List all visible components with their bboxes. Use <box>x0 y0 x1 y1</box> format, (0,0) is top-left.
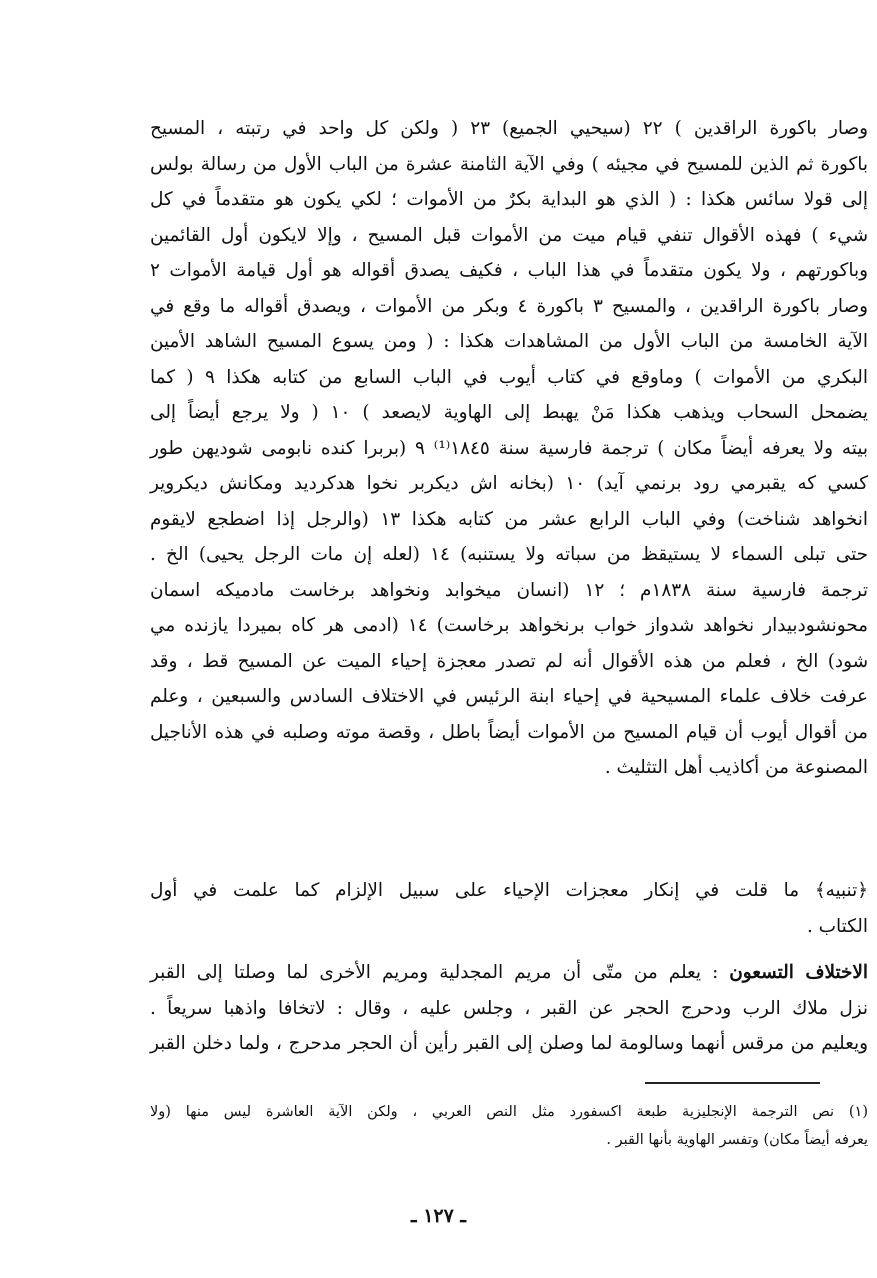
text-line: نزل ملاك الرب ودحرج الحجر عن القبر ، وجلس عليه ، وقال : لاتخافا واذهبا سريعاً . <box>150 997 868 1019</box>
text-line: البكري من الأموات ) وماوقع في كتاب أيوب في الباب السابع من كتابه هكذا ٩ ( كما <box>150 366 868 388</box>
text-line: باكورة ثم الذين للمسيح في مجيئه ) وفي الآية الثامنة عشرة من الباب الأول من رسالة بولس <box>150 153 868 175</box>
footnote-line: يعرفه أيضاً مكان) وتفسر الهاوية بأنها القبر . <box>606 1132 868 1148</box>
text-line-rest: : يعلم من متّى أن مريم المجدلية ومريم الأخرى لما وصلتا إلى القبر <box>150 962 719 983</box>
body-paragraph-3 <box>150 955 868 1062</box>
text-line: وباكورتهم ، ولا يكون متقدماً في هذا الباب ، فكيف يصدق أقواله هو أول قيامة الأموات ٢ <box>150 260 868 281</box>
text-line: شيء ) فهذه الأقوال تنفي قيام ميت من الأموات قبل المسيح ، وإلا لايكون أول القائمين <box>150 224 868 246</box>
text-line: محونشودبيدار نخواهد شدواز خواب برنخواهد برخاست) ١٤ (ادمى هر كاه بميردا يازنده مي <box>150 615 868 636</box>
text-line: عرفت خلاف علماء المسيحية في إحياء ابنة الرئيس في الاختلاف السادس والسبعين ، وعلم <box>150 686 868 707</box>
text-line: شود) الخ ، فعلم من هذه الأقوال أنه لم تصدر معجزة إحياء الميت عن المسيح قط ، وقد <box>150 650 868 672</box>
text-line: كسي كه يقبرمي رود برنمي آيد) ١٠ (بخانه اش ديكربر نخوا هدكرديد ومكانش ديكروير <box>150 473 868 494</box>
text-line: يضمحل السحاب ويذهب هكذا مَنْ يهبط إلى الهاوية لايصعد ) ١٠ ( ولا يرجع أيضاً إلى <box>150 402 868 423</box>
text-line: وصار باكورة الراقدين ، والمسيح ٣ باكورة ٤ وبكر من الأموات ، ويصدق أقواله ما وقع في <box>150 295 869 317</box>
footnote-line: (١) نص الترجمة الإنجليزية طبعة اكسفورد مثل النص العربي ، ولكن الآية العاشرة ليس منها (ولا <box>150 1104 868 1120</box>
page-number: ـ ١٢٧ ـ <box>411 1205 466 1227</box>
text-line: حتى تبلى السماء لا يستيقظ من سباته ولا يستنبه) ١٤ (لعله إن مات الرجل يحيى) الخ . <box>150 544 868 565</box>
text-line: بيته ولا يعرفه أيضاً مكان ) ترجمة فارسية سنة ١٨٤٥⁽¹⁾ ٩ (بربرا كنده نابومى شوديهن طور <box>150 437 868 459</box>
text-line: إلى قولا سائس هكذا : ( الذي هو البداية بكرٌ من الأموات ؛ لكي يكون هو متقدماً في كل <box>150 189 868 210</box>
text-line: المصنوعة من أكاذيب أهل التثليث . <box>604 757 868 778</box>
text-line <box>150 955 868 991</box>
body-paragraph-1 <box>150 111 868 786</box>
text-line: وصار باكورة الراقدين ) ٢٢ (سيحيي الجميع) ٢٣ ( ولكن كل واحد في رتبته ، المسيح <box>150 118 868 139</box>
text-line: ﴿تنبيه﴾ ما قلت في إنكار معجزات الإحياء على سبيل الإلزام كما علمت في أول <box>150 880 868 901</box>
text-line: ترجمة فارسية سنة ١٨٣٨م ؛ ١٢ (انسان ميخوابد ونخواهد برخاست مادميكه اسمان <box>150 579 868 601</box>
text-line: انخواهد شناخت) وفي الباب الرابع عشر من كتابه هكذا ١٣ (والرجل إذا اضطجع لايقوم <box>150 508 868 530</box>
section-heading: الاختلاف التسعون <box>729 962 868 983</box>
footnote-divider <box>645 1082 820 1084</box>
text-line: الكتاب . <box>806 915 868 937</box>
text-line: ويعليم من مرقس أنهما وسالومة لما وصلن إلى القبر رأين أن الحجر مدحرج ، ولما دخلن القبر <box>150 1033 868 1054</box>
text-line: من أقوال أيوب أن قيام المسيح من الأموات أيضاً باطل ، وقصة موته وصلبه في هذه الأناجيل <box>150 721 868 743</box>
body-paragraph-2 <box>150 873 868 944</box>
footnote <box>150 1098 868 1154</box>
text-line: الآية الخامسة من الباب الأول من المشاهدات هكذا : ( ومن يسوع المسيح الشاهد الأمين <box>150 331 868 352</box>
